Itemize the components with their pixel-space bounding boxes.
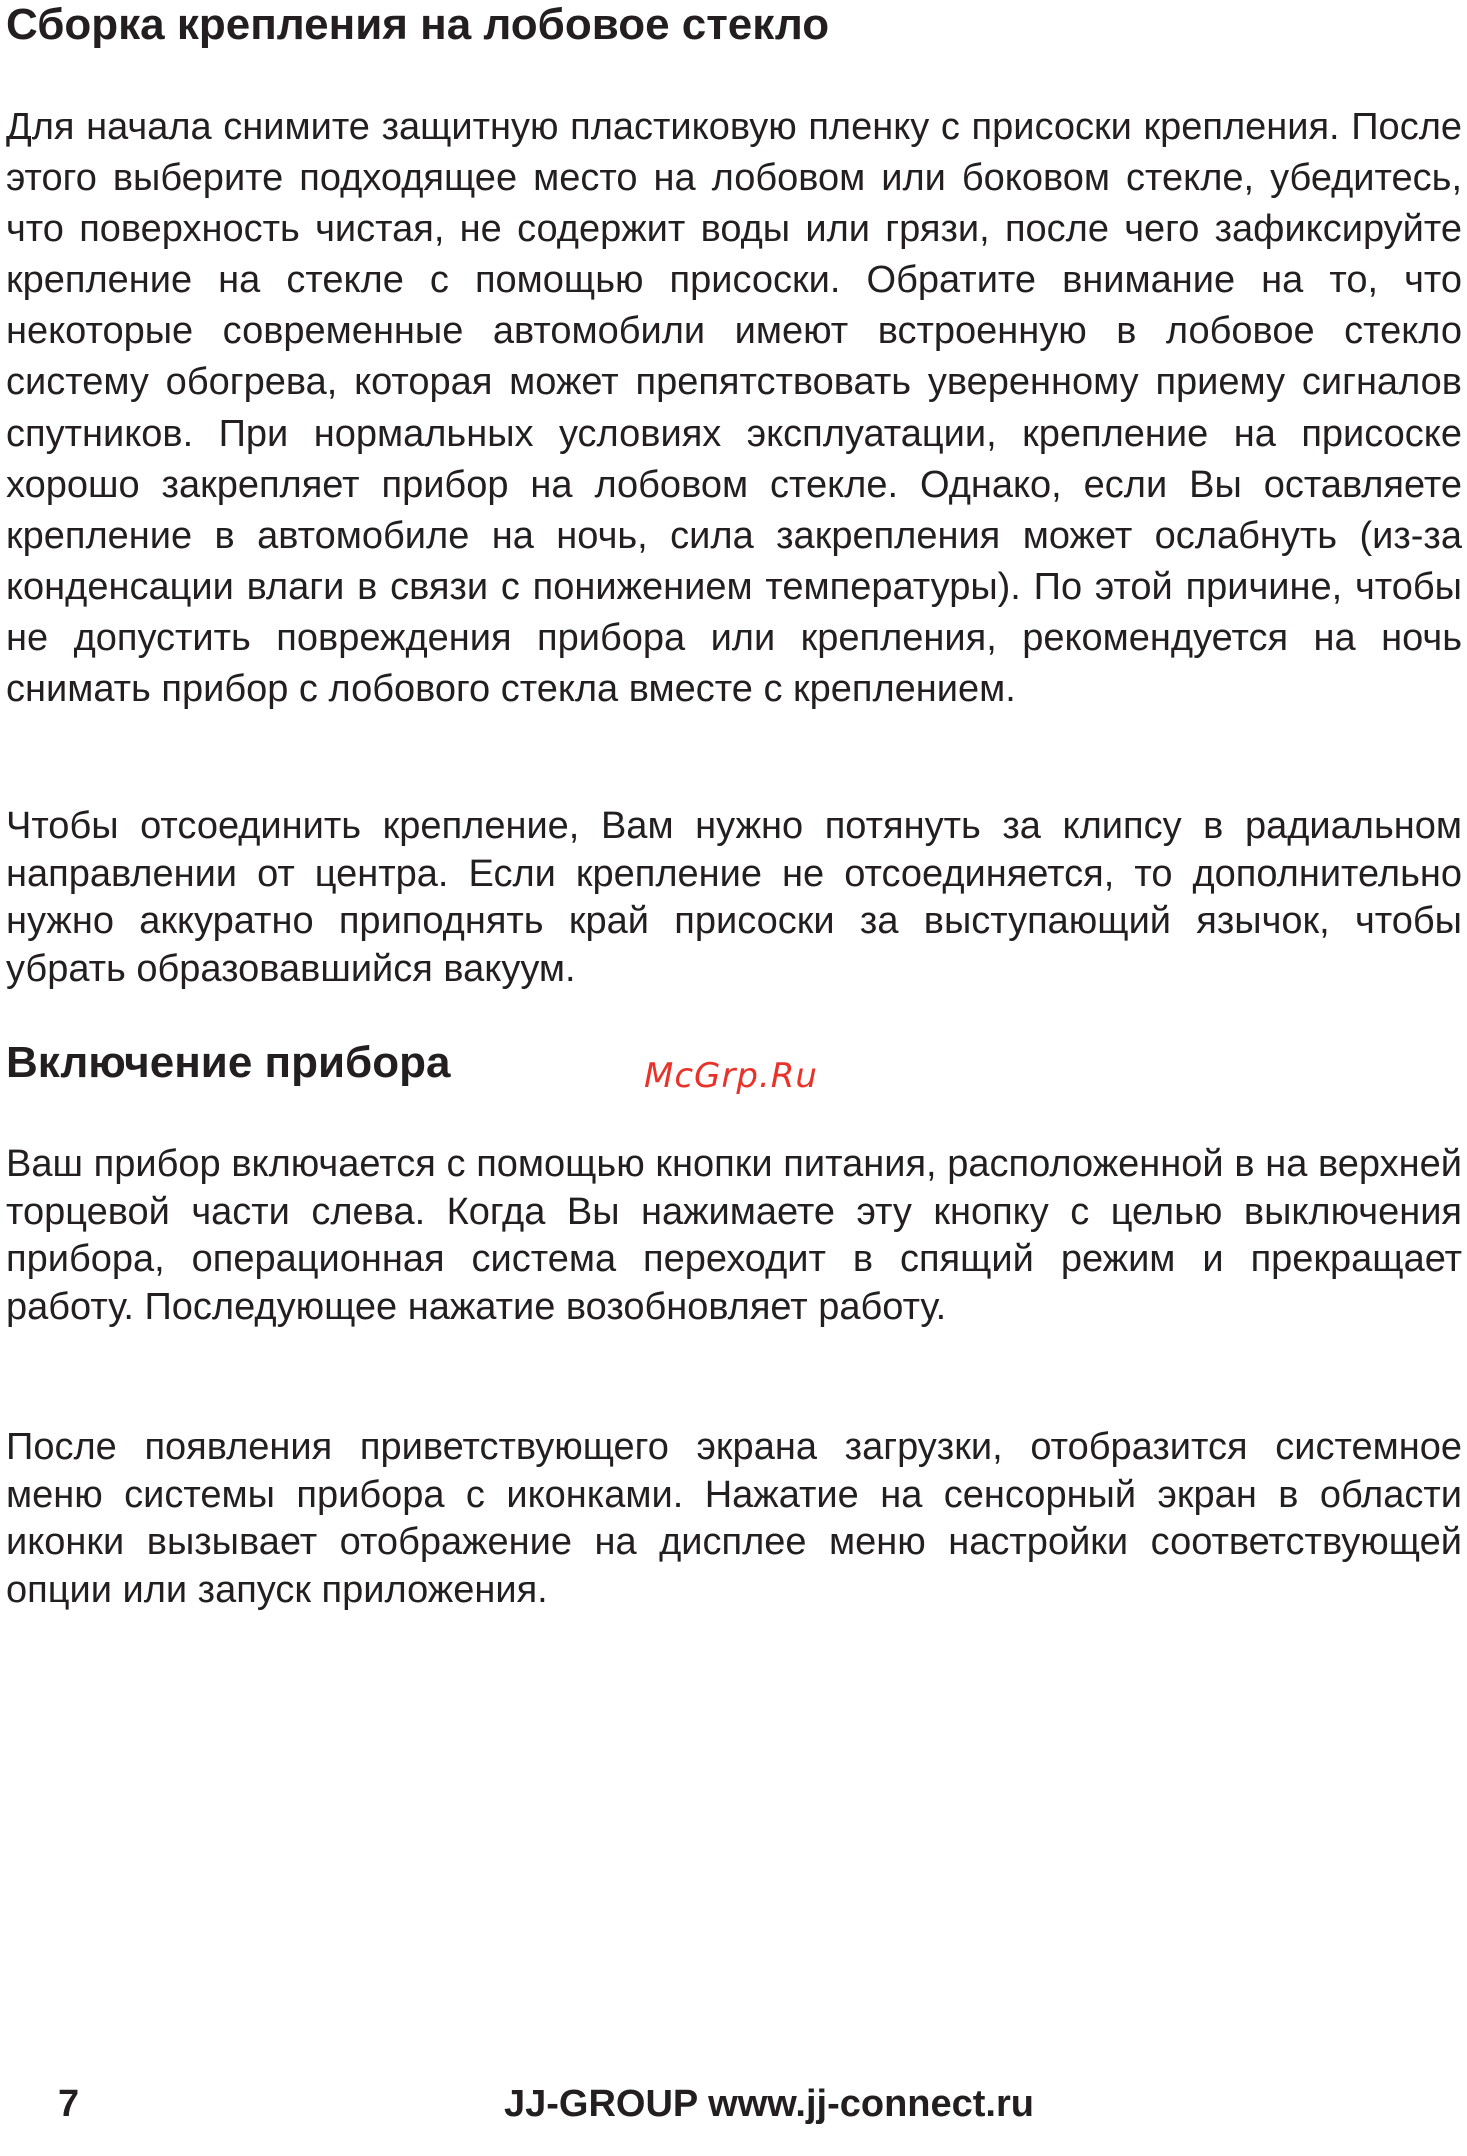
paragraph-power-button: Ваш прибор включается с помощью кнопки питания, расположенной в на верхней торцевой части слева. Когда Вы нажимаете эту кнопку с целью выключения прибора, операционная система переходит в спящий режим и прекращает работу. Последующее нажатие возобновляет работу. bbox=[6, 1143, 1462, 1328]
section-title-mount-assembly: Сборка крепления на лобовое стекло bbox=[6, 0, 830, 49]
paragraph-system-menu: После появления приветствующего экрана загрузки, отобразится системное меню системы прибора с иконками. Нажатие на сенсорный экран в области иконки вызывает отображение на дисплее меню настройки соответствующей опции или запуск приложения. bbox=[6, 1426, 1462, 1611]
paragraph-mount-instructions: Для начала снимите защитную пластиковую пленку с присоски крепления. После этого выберите подходящее место на лобовом или боковом стекле, убедитесь, что поверхность чистая, не содержит воды или грязи, после чего зафиксируйте крепление на стекле с помощью присоски. Обратите внимание на то, что некоторые современные автомобили имеют встроенную в лобовое стекло систему обогрева, которая может препятствовать уверенному приему сигналов спутников. При нормальных условиях эксплуатации, крепление на присоске хорошо закрепляет прибор на лобовом стекле. Однако, если Вы оставляете крепление в автомобиле на ночь, сила закрепления может ослабнуть (из-за конденсации влаги в связи с понижением температуры). По этой причине, чтобы не допустить повреждения прибора или крепления, рекомендуется на ночь снимать прибор с лобового стекла вместе с креплением. bbox=[6, 106, 1462, 711]
watermark-text: McGrp.Ru bbox=[644, 1056, 818, 1096]
page-number: 7 bbox=[58, 2083, 80, 2125]
section-title-power-on: Включение прибора bbox=[6, 1038, 451, 1087]
footer-brand: JJ-GROUP www.jj-connect.ru bbox=[504, 2083, 1034, 2125]
paragraph-detach-instructions: Чтобы отсоединить крепление, Вам нужно потянуть за клипсу в радиальном направлении от центра. Если крепление не отсоединяется, то дополнительно нужно аккуратно приподнять край присоски за выступающий язычок, чтобы убрать образовавшийся вакуум. bbox=[6, 805, 1462, 990]
